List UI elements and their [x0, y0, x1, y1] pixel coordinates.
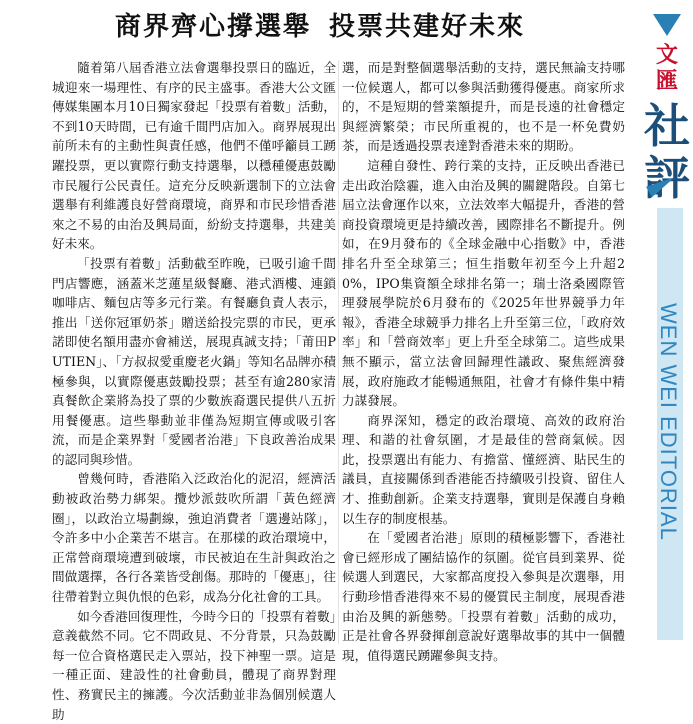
brand-logo — [647, 42, 687, 94]
paragraph: 這種自發性、跨行業的支持，正反映出香港已走出政治陰霾，進入由治及興的關鍵階段。自第七屆立法會運作以來，立法效率大幅提升，香港的營商投資環境更是持續改善，國際排名不斷提升。例如，在9月發布的《全球金融中心指數》中，香港排名升至全球第三；恒生指數年初至今上升超20%，IPO集資額全球排名第一；瑞士洛桑國際管理發展學院於6月發布的《2025年世界競爭力年報》，香港全球競爭力排名上升至第三位，「政府效率」和「營商效率」更上升至全球第二。這些成果無不顯示，當立法會回歸理性議政、聚焦經濟發展，政府施政才能暢通無阻，社會才有條件集中精力謀發展。 — [342, 157, 625, 409]
paragraph: 隨着第八屆香港立法會選舉投票日的臨近，全城迎來一場理性、有序的民主盛事。香港大公文匯傳媒集團本月10日獨家發起「投票有着數」活動，不到10天時間，已有逾千間門店加入。商界展現出前所未有的主動性與責任感，他們不僅呼籲員工踴躍投票，更以實際行動支持選舉，以穩種優惠鼓勵市民履行公民責任。這充分反映新選制下的立法會選舉有利維護良好營商環境，商界和市民珍惜香港來之不易的由治及興局面，紛紛支持選舉，共建美好未來。 — [52, 60, 336, 252]
paragraph: 「投票有着數」活動截至昨晚，已吸引逾千間門店響應，涵蓋米芝蓮星級餐廳、港式酒樓、連鎖咖啡店、麵包店等多元行業。有餐廳負責人表示，推出「送你冠軍奶茶」贈送給投完票的市民，更承諾即使名額用盡亦會補送，展現真誠支持；「莆田PUTIEN」、「方叔叔愛重慶老火鍋」等知名品牌亦積極參與，以實際優惠鼓勵投票；甚至有逾280家清真餐飲企業將為投了票的少數族裔選民提供八五折用餐優惠。這些舉動並非僅為短期宣傳或吸引客流，而是企業界對「愛國者治港」下良政善治成果的認同與珍惜。 — [52, 255, 336, 467]
masthead — [641, 0, 693, 648]
column-divider — [338, 60, 339, 644]
arrow-down-icon — [653, 14, 681, 36]
section-char: 社 — [644, 99, 690, 153]
paragraph: 在「愛國者治港」原則的積極影響下，香港社會已經形成了團結協作的氛圍。從官員到業界、從候選人到選民，大家都高度投入參與是次選舉，用行動珍惜香港得來不易的優質民主制度，展現香港由治及興的新態勢。「投票有着數」活動的成功，正是社會各界發揮創意說好選舉故事的其中一個體現，值得選民踴躍參與支持。 — [342, 530, 625, 663]
headline-right: 投票共建好未來 — [329, 12, 526, 42]
brand-char: 文 — [655, 42, 678, 68]
right-column — [342, 58, 625, 663]
headline-left: 商界齊心撐選舉 — [114, 12, 311, 42]
brand-char: 匯 — [655, 68, 678, 94]
paragraph: 商界深知，穩定的政治環境、高效的政府治理、和諧的社會氛圍，才是最佳的營商氣候。因此，投票選出有能力、有擔當、懂經濟、貼民生的議員，直接關係到香港能否持續吸引投資、留住人才、推動創新。企業支持選舉，實則是保護自身賴以生存的制度根基。 — [342, 412, 625, 526]
paragraph: 曾幾何時，香港陷入泛政治化的泥沼，經濟活動被政治勢力綁架。攬炒派鼓吹所謂「黃色經濟圈」，以政治立場劃線，強迫消費者「選邊站隊」，令許多中小企業苦不堪言。在那樣的政治環境中，正常營商環境遭到破壞，市民被迫在生計與政治之間做選擇，各行各業皆受創傷。那時的「優惠」，往往帶着對立與仇恨的色彩，成為分化社會的工具。 — [52, 471, 336, 605]
english-title: WEN WEI EDITORIAL — [656, 303, 681, 541]
section-char: 評 — [644, 151, 690, 205]
paragraph: 選，而是對整個選舉活動的支持，選民無論支持哪一位候選人，都可以參與活動獲得優惠。商家所求的，不是短期的營業額提升，而是長遠的社會穩定與經濟繁榮；市民所重視的，也不是一杯免費奶茶，而是透過投票表達對香港未來的期盼。 — [342, 60, 625, 154]
left-column — [52, 58, 336, 722]
headline — [0, 6, 640, 43]
paragraph: 如今香港回復理性，今時今日的「投票有着數」意義截然不同。它不問政見、不分背景，只為鼓勵每一位合資格選民走入票站，投下神聖一票。這是一種正面、建設性的社會動員，體現了商界對理性、務實民主的擁護。今次活動並非為個別候選人助 — [52, 608, 336, 722]
